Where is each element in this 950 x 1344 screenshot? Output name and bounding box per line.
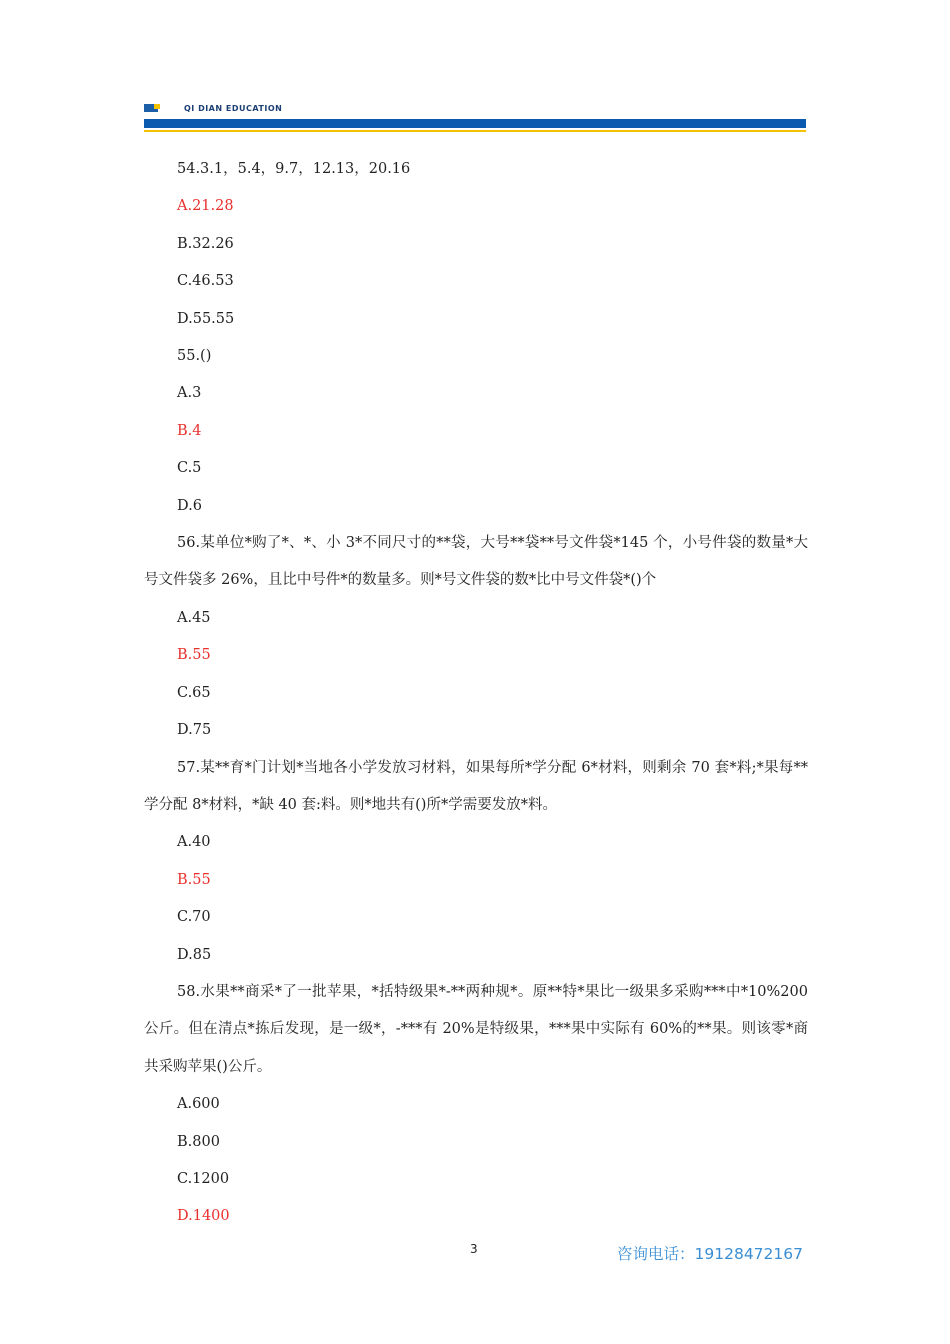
question-58-option-a: A.600 — [177, 1096, 220, 1113]
question-55-stem: 55.() — [177, 348, 212, 365]
question-56-option-d: D.75 — [177, 722, 212, 739]
question-56-option-a: A.45 — [177, 609, 211, 626]
document-body — [144, 151, 808, 1236]
question-58-option-c: C.1200 — [177, 1170, 230, 1187]
question-57-stem: 57.某**育*门计划*当地各小学发放习材料，如果每所*学分配 6*材料，则剩余 70 套*料;*果每**学分配 8*材料，*缺 40 套:料。则*地共有()所*学需要发放*料。 — [144, 759, 808, 813]
logo-icon — [144, 104, 158, 112]
brand-text: QI DIAN EDUCATION — [184, 104, 283, 113]
page-header — [144, 100, 806, 134]
question-54-option-b: B.32.26 — [177, 235, 234, 252]
question-57-option-b: B.55 — [177, 871, 211, 888]
header-blue-bar — [144, 119, 806, 128]
question-58-option-d: D.1400 — [177, 1208, 230, 1225]
question-55-option-b: B.4 — [177, 422, 202, 439]
question-56-option-b: B.55 — [177, 647, 211, 664]
question-54-stem: 54.3.1，5.4，9.7，12.13，20.16 — [177, 161, 411, 177]
question-54-option-d: D.55.55 — [177, 310, 235, 327]
question-56-stem: 56.某单位*购了*、*、小 3*不同尺寸的**袋，大号**袋**号文件袋*145 个，小号件袋的数量*大号文件袋多 26%，且比中号件*的数量多。则*号文件袋的数*比中号文件袋*()个 — [144, 535, 808, 589]
question-57-option-c: C.70 — [177, 909, 211, 926]
question-58-stem: 58.水果**商采*了一批苹果，*括特级果*-**两种规*。原**特*果比一级果多采购***中*10%200 公斤。但在清点*拣后发现，是一级*，-***有 20%是特级果，***果中实际有 60%的**果。则该零*商共采购苹果()公斤。 — [144, 983, 808, 1075]
page-number: 3 — [470, 1242, 478, 1256]
question-57-option-d: D.85 — [177, 946, 212, 963]
question-58-option-b: B.800 — [177, 1133, 220, 1150]
question-57-option-a: A.40 — [177, 834, 211, 851]
question-55-option-c: C.5 — [177, 460, 202, 477]
header-yellow-bar — [144, 130, 806, 132]
question-56-option-c: C.65 — [177, 684, 211, 701]
contact-phone: 咨询电话：19128472167 — [617, 1245, 803, 1263]
question-55-option-a: A.3 — [177, 385, 202, 402]
question-54-option-c: C.46.53 — [177, 273, 234, 290]
question-54-option-a: A.21.28 — [177, 198, 234, 215]
question-55-option-d: D.6 — [177, 497, 202, 514]
